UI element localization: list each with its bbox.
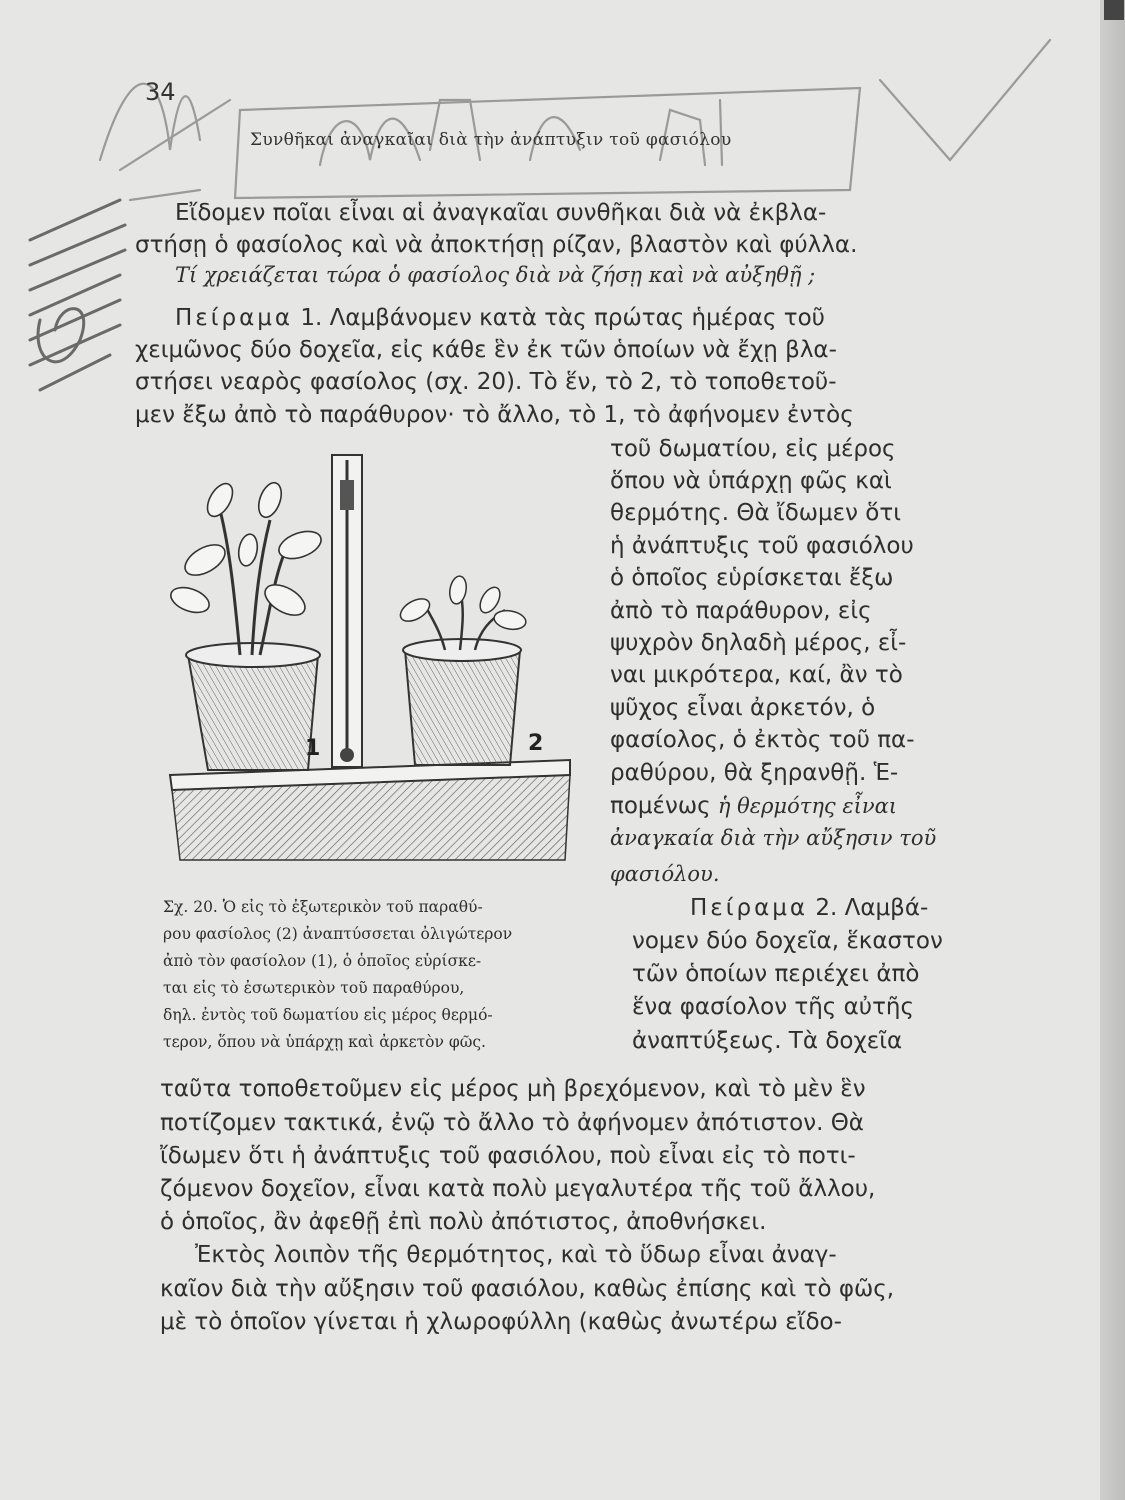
text-line: μὲ τὸ ὁποῖον γίνεται ἡ χλωροφύλλη (καθὼς ἀνωτέρω εἴδο- xyxy=(160,1309,842,1335)
text-line: ἀναπτύξεως. Τὰ δοχεῖα xyxy=(632,1028,903,1054)
text-line: ψῦχος εἶναι ἀρκετόν, ὁ xyxy=(610,695,876,721)
shelf xyxy=(170,760,570,860)
pot-2 xyxy=(397,575,528,765)
text-line: φασίολος, ὁ ἐκτὸς τοῦ πα- xyxy=(610,727,915,753)
text-line: ὅπου νὰ ὑπάρχῃ φῶς καὶ xyxy=(610,468,892,494)
text-line: ἀναγκαία διὰ τὴν αὔξησιν τοῦ xyxy=(610,826,937,850)
figure-caption-line: τερον, ὅπου νὰ ὑπάρχῃ καὶ ἀρκετὸν φῶς. xyxy=(163,1033,486,1051)
pot-1-label: 1 xyxy=(305,736,321,761)
text-line: ἴδωμεν ὅτι ἡ ἀνάπτυξις τοῦ φασιόλου, ποὺ εἶναι εἰς τὸ ποτι- xyxy=(160,1143,856,1169)
text-line: μεν ἔξω ἀπὸ τὸ παράθυρον· τὸ ἄλλο, τὸ 1, τὸ ἀφήνομεν ἐντὸς xyxy=(135,402,854,428)
page-number: 34 xyxy=(145,78,176,106)
figure-caption-line: Σχ. 20. Ὁ εἰς τὸ ἐξωτερικὸν τοῦ παραθύ- xyxy=(163,898,483,916)
figure-plant-pots xyxy=(160,450,580,870)
figure-caption-line: δηλ. ἐντὸς τοῦ δωματίου εἰς μέρος θερμό- xyxy=(163,1006,493,1024)
text-line: ἕνα φασίολον τῆς αὐτῆς xyxy=(632,994,914,1020)
text-line: ταῦτα τοποθετοῦμεν εἰς μέρος μὴ βρεχόμενον, καὶ τὸ μὲν ἓν xyxy=(160,1076,866,1102)
running-head: Συνθῆκαι ἀναγκαῖαι διὰ τὴν ἀνάπτυξιν τοῦ φασιόλου xyxy=(250,130,732,150)
text-line: χειμῶνος δύο δοχεῖα, εἰς κάθε ἓν ἐκ τῶν ὁποίων νὰ ἔχῃ βλα- xyxy=(135,337,837,363)
text-line: ὁ ὁποῖος εὑρίσκεται ἔξω xyxy=(610,565,894,591)
thermometer xyxy=(332,455,362,767)
text-line: Πείραμα 1. Λαμβάνομεν κατὰ τὰς πρώτας ἡμέρας τοῦ xyxy=(175,305,825,331)
text-line: καῖον διὰ τὴν αὔξησιν τοῦ φασιόλου, καθὼς ἐπίσης καὶ τὸ φῶς, xyxy=(160,1276,895,1302)
text-line: τοῦ δωματίου, εἰς μέρος xyxy=(610,436,896,462)
text-line: Εἴδομεν ποῖαι εἶναι αἱ ἀναγκαῖαι συνθῆκαι διὰ νὰ ἐκβλα- xyxy=(175,200,827,226)
text-line: ἡ ἀνάπτυξις τοῦ φασιόλου xyxy=(610,533,914,559)
text-line: Ἐκτὸς λοιπὸν τῆς θερμότητος, καὶ τὸ ὕδωρ εἶναι ἀναγ- xyxy=(195,1242,837,1268)
text-line: θερμότης. Θὰ ἴδωμεν ὅτι xyxy=(610,500,901,526)
text-line: φασιόλου. xyxy=(610,862,720,886)
figure-caption-line: ρου φασίολος (2) ἀναπτύσσεται ὀλιγώτερον xyxy=(163,925,513,943)
text-line: ναι μικρότερα, καί, ἂν τὸ xyxy=(610,662,903,688)
text-line: νομεν δύο δοχεῖα, ἕκαστον xyxy=(632,928,943,954)
figure-caption-line: ται εἰς τὸ ἐσωτερικὸν τοῦ παραθύρου, xyxy=(163,979,465,997)
text-line: πομένως ἡ θερμότης εἶναι xyxy=(610,793,898,819)
figure-caption-line: ἀπὸ τὸν φασίολον (1), ὁ ὁποῖος εὑρίσκε- xyxy=(163,952,482,970)
page-edge xyxy=(1100,0,1125,1500)
text-line: ὁ ὁποῖος, ἂν ἀφεθῇ ἐπὶ πολὺ ἀπότιστος, ἀποθνήσκει. xyxy=(160,1209,767,1235)
pot-1 xyxy=(167,479,324,770)
text-line: στήσῃ ὁ φασίολος καὶ νὰ ἀποκτήσῃ ρίζαν, βλαστὸν καὶ φύλλα. xyxy=(135,232,858,258)
text-line: Τί χρειάζεται τώρα ὁ φασίολος διὰ νὰ ζήσῃ καὶ νὰ αὐξηθῇ ; xyxy=(175,263,816,287)
text-line: τῶν ὁποίων περιέχει ἀπὸ xyxy=(632,961,920,987)
pot-2-label: 2 xyxy=(528,731,544,756)
experiment-label: Πείραμα xyxy=(690,895,809,921)
text-line: Πείραμα 2. Λαμβά- xyxy=(690,895,929,921)
text-line: ψυχρὸν δηλαδὴ μέρος, εἶ- xyxy=(610,630,907,656)
text-line: ἀπὸ τὸ παράθυρον, εἰς xyxy=(610,598,872,624)
text-line: στήσει νεαρὸς φασίολος (σχ. 20). Τὸ ἕν, τὸ 2, τὸ τοποθετοῦ- xyxy=(135,369,837,395)
text-line: ραθύρου, θὰ ξηρανθῇ. Ἑ- xyxy=(610,760,899,786)
text-line: ζόμενον δοχεῖον, εἶναι κατὰ πολὺ μεγαλυτέρα τῆς τοῦ ἄλλου, xyxy=(160,1176,876,1202)
text-line: ποτίζομεν τακτικά, ἐνῷ τὸ ἄλλο τὸ ἀφήνομεν ἀπότιστον. Θὰ xyxy=(160,1110,864,1136)
experiment-label: Πείραμα xyxy=(175,305,294,331)
